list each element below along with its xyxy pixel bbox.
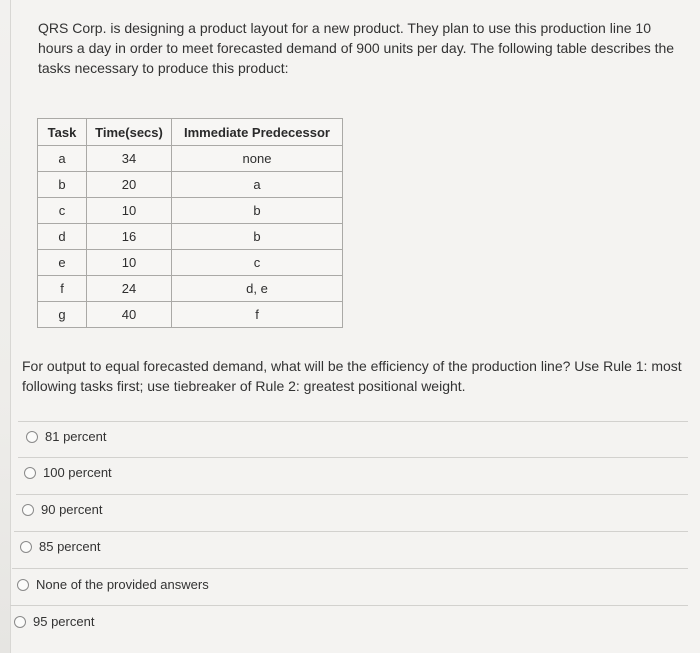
cell-predecessor: b [172,224,343,250]
cell-time: 40 [87,302,172,328]
answer-option[interactable] [14,614,94,629]
header-predecessor: Immediate Predecessor [172,119,343,146]
table-row [38,224,343,250]
cell-predecessor: none [172,146,343,172]
answer-label: 81 percent [45,429,107,444]
table-header-row [38,119,343,146]
intro-text: QRS Corp. is designing a product layout for a new product. They plan to use this production line 10 hours a day in order to meet forecasted demand of 900 units per day. The following table describes the tasks necessary to produce this product: [38,20,675,76]
table-row [38,198,343,224]
answer-option[interactable] [20,539,100,554]
cell-task: f [38,276,87,302]
radio-button-icon[interactable] [24,467,36,479]
cell-predecessor: f [172,302,343,328]
answer-option[interactable] [22,502,102,517]
cell-task: c [38,198,87,224]
answer-option[interactable] [24,465,112,480]
answer-label: 95 percent [33,614,95,629]
answer-label: 100 percent [43,465,112,480]
answer-label: 90 percent [41,502,103,517]
divider [16,494,688,495]
cell-task: d [38,224,87,250]
divider [12,568,688,569]
divider [18,457,688,458]
answer-label: None of the provided answers [36,577,209,592]
answer-option[interactable] [26,429,106,444]
divider [10,605,688,606]
radio-button-icon[interactable] [26,431,38,443]
divider [18,421,688,422]
header-time: Time(secs) [87,119,172,146]
cell-task: g [38,302,87,328]
radio-button-icon[interactable] [20,541,32,553]
radio-button-icon[interactable] [22,504,34,516]
radio-button-icon[interactable] [17,579,29,591]
cell-time: 16 [87,224,172,250]
table-row [38,276,343,302]
divider [14,531,688,532]
cell-predecessor: a [172,172,343,198]
radio-button-icon[interactable] [14,616,26,628]
cell-time: 10 [87,198,172,224]
task-table [37,118,343,328]
cell-task: b [38,172,87,198]
table-row [38,172,343,198]
table-row [38,146,343,172]
cell-time: 34 [87,146,172,172]
cell-task: e [38,250,87,276]
cell-task: a [38,146,87,172]
header-task: Task [38,119,87,146]
cell-time: 10 [87,250,172,276]
cell-time: 20 [87,172,172,198]
cell-predecessor: c [172,250,343,276]
cell-predecessor: b [172,198,343,224]
answer-label: 85 percent [39,539,101,554]
cell-time: 24 [87,276,172,302]
table-row [38,302,343,328]
table-row [38,250,343,276]
question-text: For output to equal forecasted demand, what will be the efficiency of the production line? Use Rule 1: most following tasks first; use tiebreaker of Rule 2: greatest positional weight. [22,358,682,394]
answer-option[interactable] [17,577,209,592]
cell-predecessor: d, e [172,276,343,302]
